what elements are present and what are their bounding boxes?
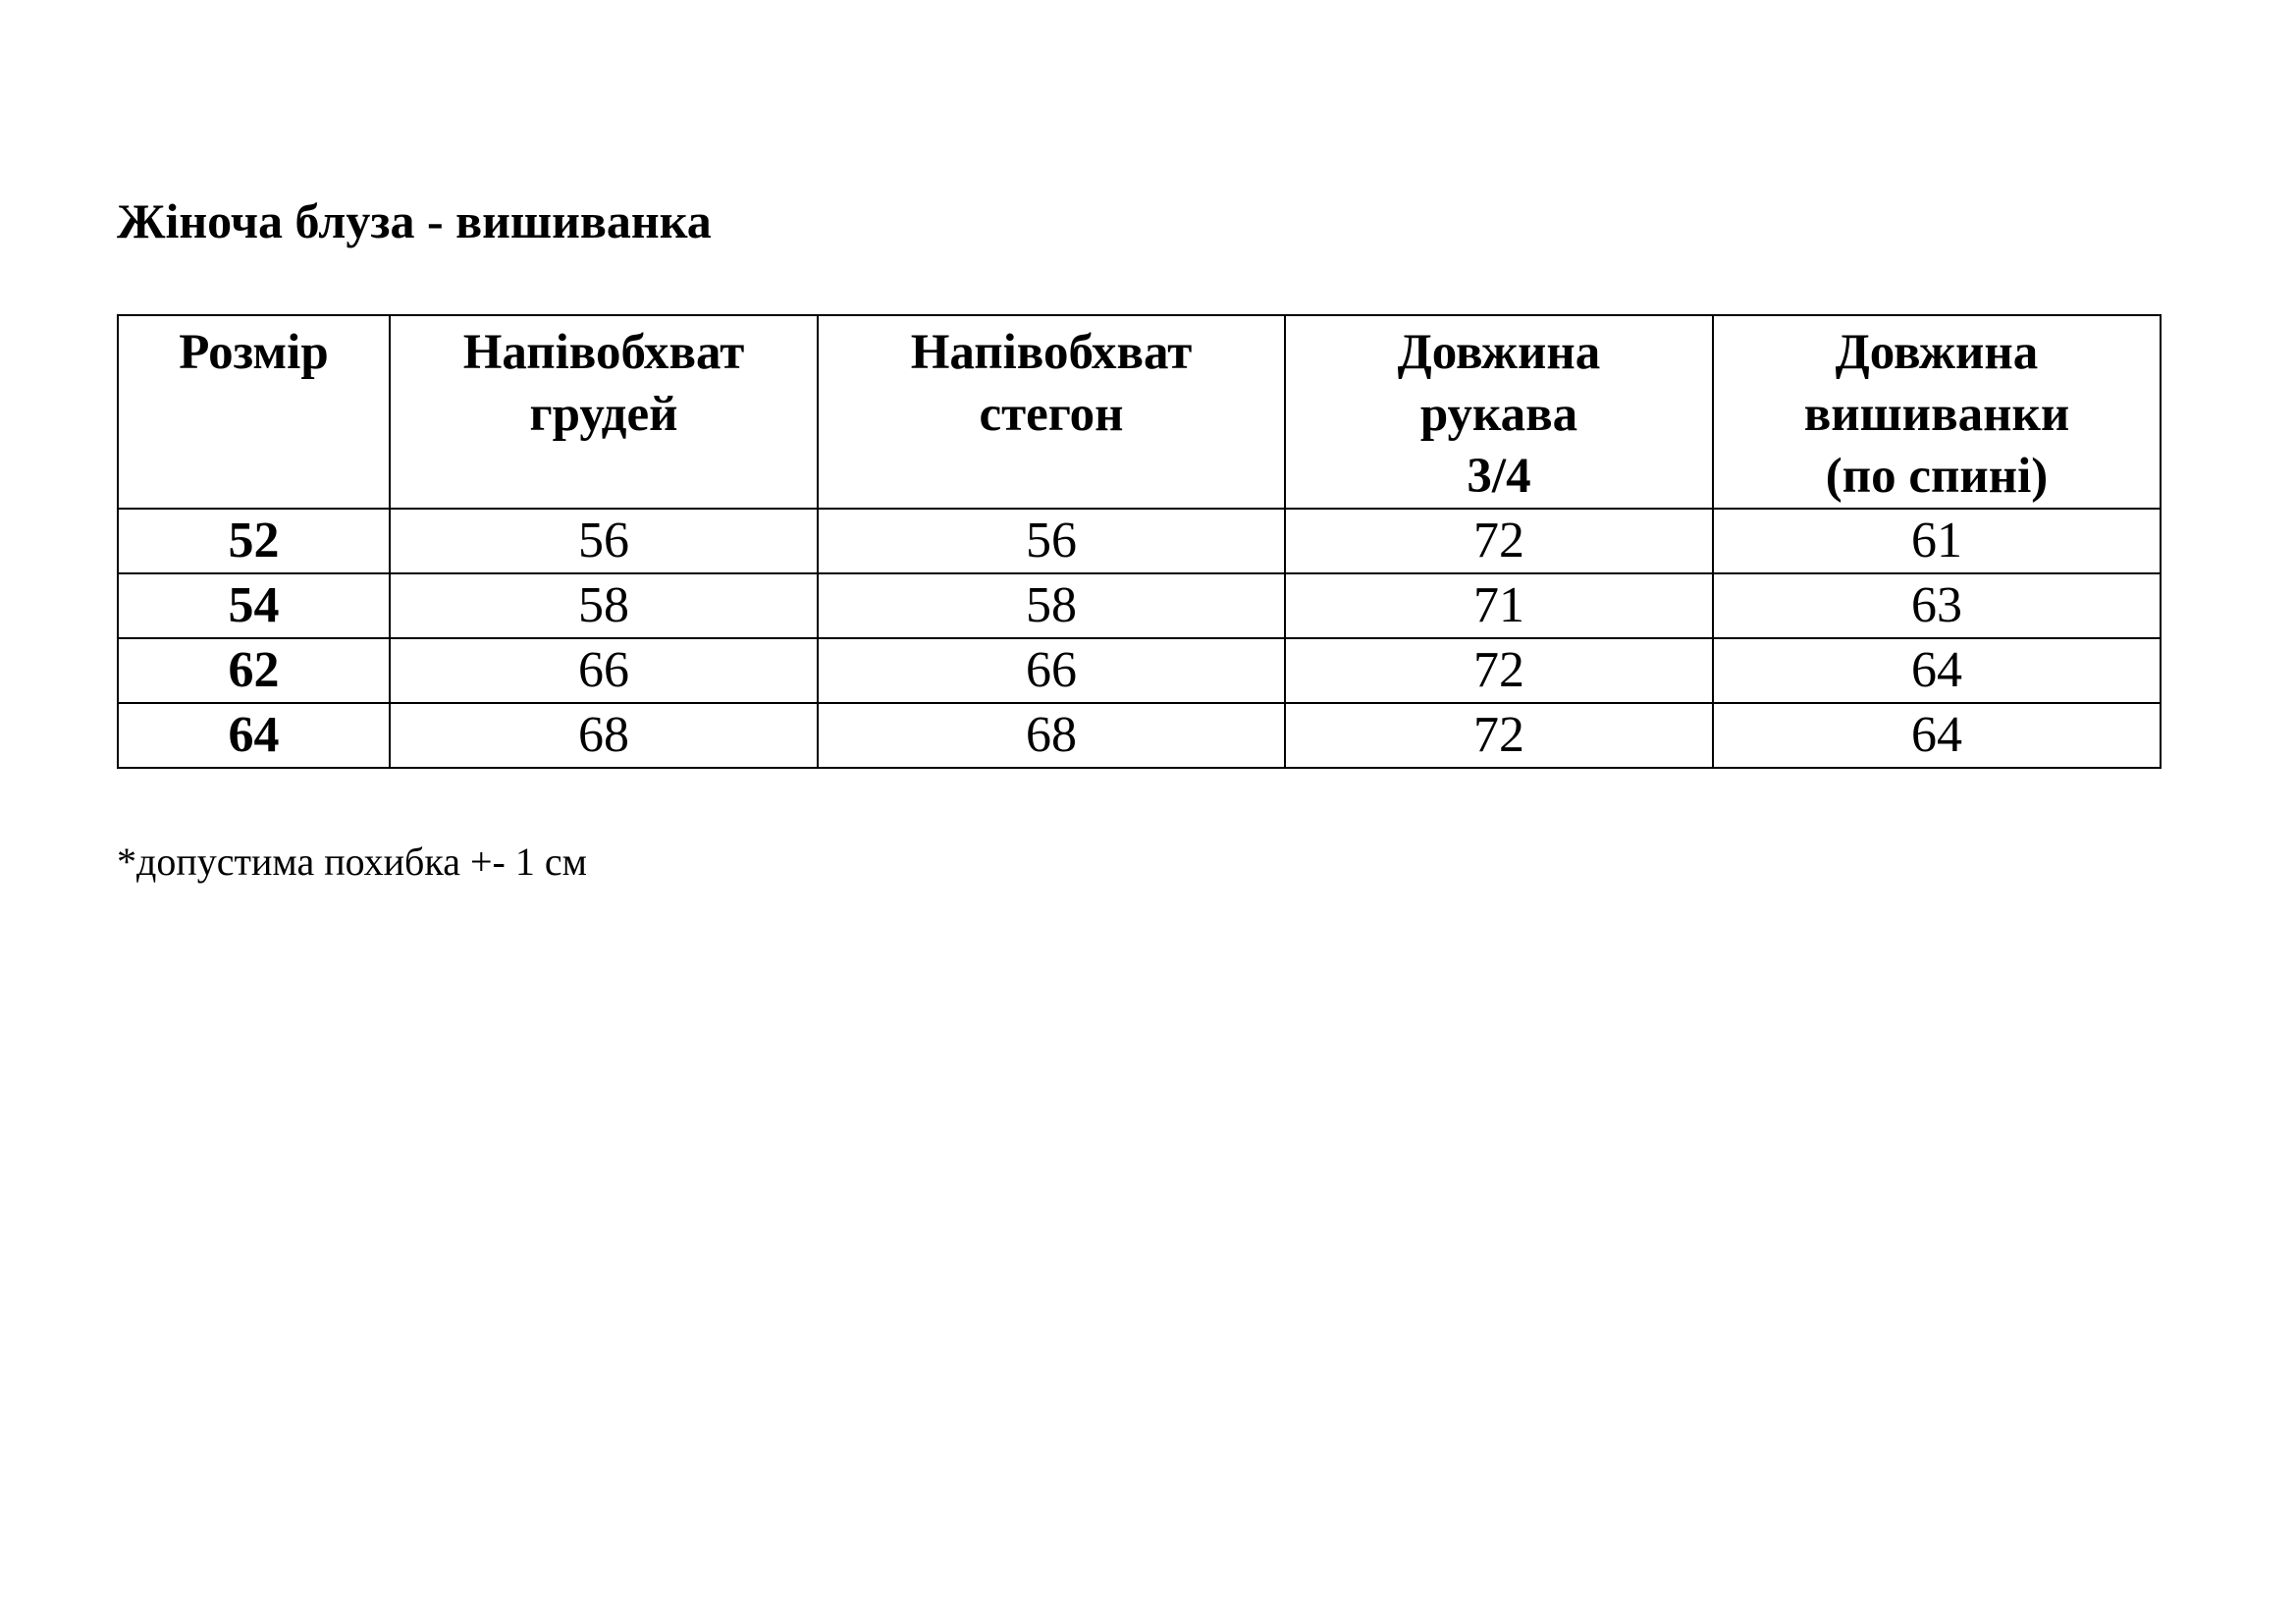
header-blouse-length-line-2: вишиванки — [1803, 387, 2070, 442]
header-sleeve-length — [1285, 315, 1713, 509]
header-size — [118, 315, 390, 509]
hips-cell: 68 — [818, 703, 1285, 768]
chest-cell: 58 — [390, 573, 818, 638]
sleeve-length-cell: 72 — [1285, 703, 1713, 768]
header-chest-line-2: грудей — [529, 387, 678, 442]
size-cell: 64 — [118, 703, 390, 768]
blouse-length-cell: 64 — [1713, 703, 2161, 768]
hips-cell: 66 — [818, 638, 1285, 703]
header-sleeve-length-line-3: 3/4 — [1467, 449, 1531, 504]
blouse-length-cell: 61 — [1713, 509, 2161, 573]
chest-cell: 56 — [390, 509, 818, 573]
header-sleeve-length-line-2: рукава — [1419, 387, 1578, 442]
size-cell: 52 — [118, 509, 390, 573]
table-row — [118, 509, 2161, 573]
sleeve-length-cell: 71 — [1285, 573, 1713, 638]
tolerance-note: *допустима похибка +- 1 см — [117, 839, 587, 884]
header-sleeve-length-line-1: Довжина — [1397, 325, 1601, 380]
header-blouse-length — [1713, 315, 2161, 509]
header-hips — [818, 315, 1285, 509]
blouse-length-cell: 63 — [1713, 573, 2161, 638]
size-table — [117, 314, 2162, 769]
header-hips-line-2: стегон — [979, 387, 1124, 442]
chest-cell: 68 — [390, 703, 818, 768]
table-header — [118, 315, 2161, 509]
blouse-length-cell: 64 — [1713, 638, 2161, 703]
sleeve-length-cell: 72 — [1285, 509, 1713, 573]
header-chest-line-1: Напівобхват — [462, 325, 745, 380]
table-body — [118, 509, 2161, 768]
table-row — [118, 703, 2161, 768]
header-blouse-length-line-3: (по спині) — [1825, 449, 2049, 504]
header-blouse-length-line-1: Довжина — [1835, 325, 2039, 380]
hips-cell: 56 — [818, 509, 1285, 573]
header-row — [118, 315, 2161, 509]
chest-cell: 66 — [390, 638, 818, 703]
size-cell: 54 — [118, 573, 390, 638]
size-cell: 62 — [118, 638, 390, 703]
header-hips-line-1: Напівобхват — [910, 325, 1193, 380]
table-row — [118, 638, 2161, 703]
header-chest — [390, 315, 818, 509]
hips-cell: 58 — [818, 573, 1285, 638]
document-title: Жіноча блуза - вишиванка — [117, 193, 712, 248]
header-size-line-1: Розмір — [179, 325, 329, 380]
table-row — [118, 573, 2161, 638]
sleeve-length-cell: 72 — [1285, 638, 1713, 703]
